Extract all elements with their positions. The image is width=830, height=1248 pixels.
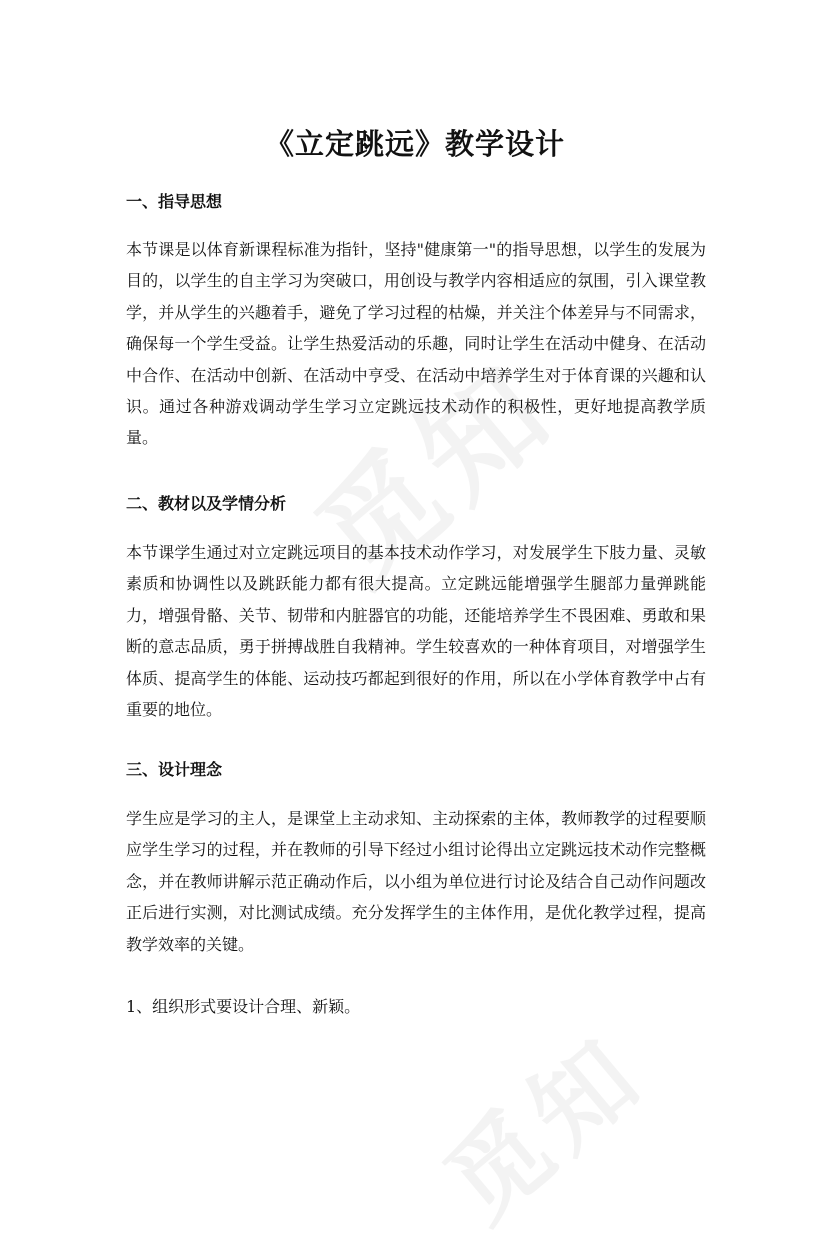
section-heading-material-analysis: 二、教材以及学情分析	[126, 494, 287, 513]
watermark	[409, 996, 670, 1248]
document-title: 《立定跳远》教学设计	[264, 127, 565, 161]
section-heading-guiding-ideology: 一、指导思想	[126, 192, 223, 211]
section-paragraph-design-concept: 学生应是学习的主人，是课堂上主动求知、主动探索的主体，教师教学的过程要顺应学生学习的过程，并在教师的引导下经过小组讨论得出立定跳远技术动作完整概念，并在教师讲解示范正确动作后，以小组为单位进行讨论及结合自己动作问题改正后进行实测，对比测试成绩。充分发挥学生的主体作用，是优化教学过程，提高教学效率的关键。	[126, 809, 706, 954]
list-item: 1、组织形式要设计合理、新颖。	[126, 997, 361, 1016]
section-paragraph-guiding-ideology: 本节课是以体育新课程标准为指针，坚持"健康第一"的指导思想，以学生的发展为目的，以学生的自主学习为突破口，用创设与教学内容相适应的氛围，引入课堂教学，并从学生的兴趣着手，避免了学习过程的枯燥，并关注个体差异与不同需求，确保每一个学生受益。让学生热爱活动的乐趣，同时让学生在活动中健身、在活动中合作、在活动中创新、在活动中亨受、在活动中培养学生对于体育课的兴趣和认识。通过各种游戏调动学生学习立定跳远技术动作的积极性，更好地提高教学质量。	[126, 240, 706, 448]
section-heading-design-concept: 三、设计理念	[126, 760, 223, 779]
section-paragraph-material-analysis: 本节课学生通过对立定跳远项目的基本技术动作学习，对发展学生下肢力量、灵敏素质和协调性以及跳跃能力都有很大提高。立定跳远能增强学生腿部力量弹跳能力，增强骨骼、关节、韧带和内脏器官的功能，还能培养学生不畏困难、勇敢和果断的意志品质，勇于拼搏战胜自我精神。学生较喜欢的一种体育项目，对增强学生体质、提高学生的体能、运动技巧都起到很好的作用，所以在小学体育教学中占有重要的地位。	[126, 543, 706, 720]
